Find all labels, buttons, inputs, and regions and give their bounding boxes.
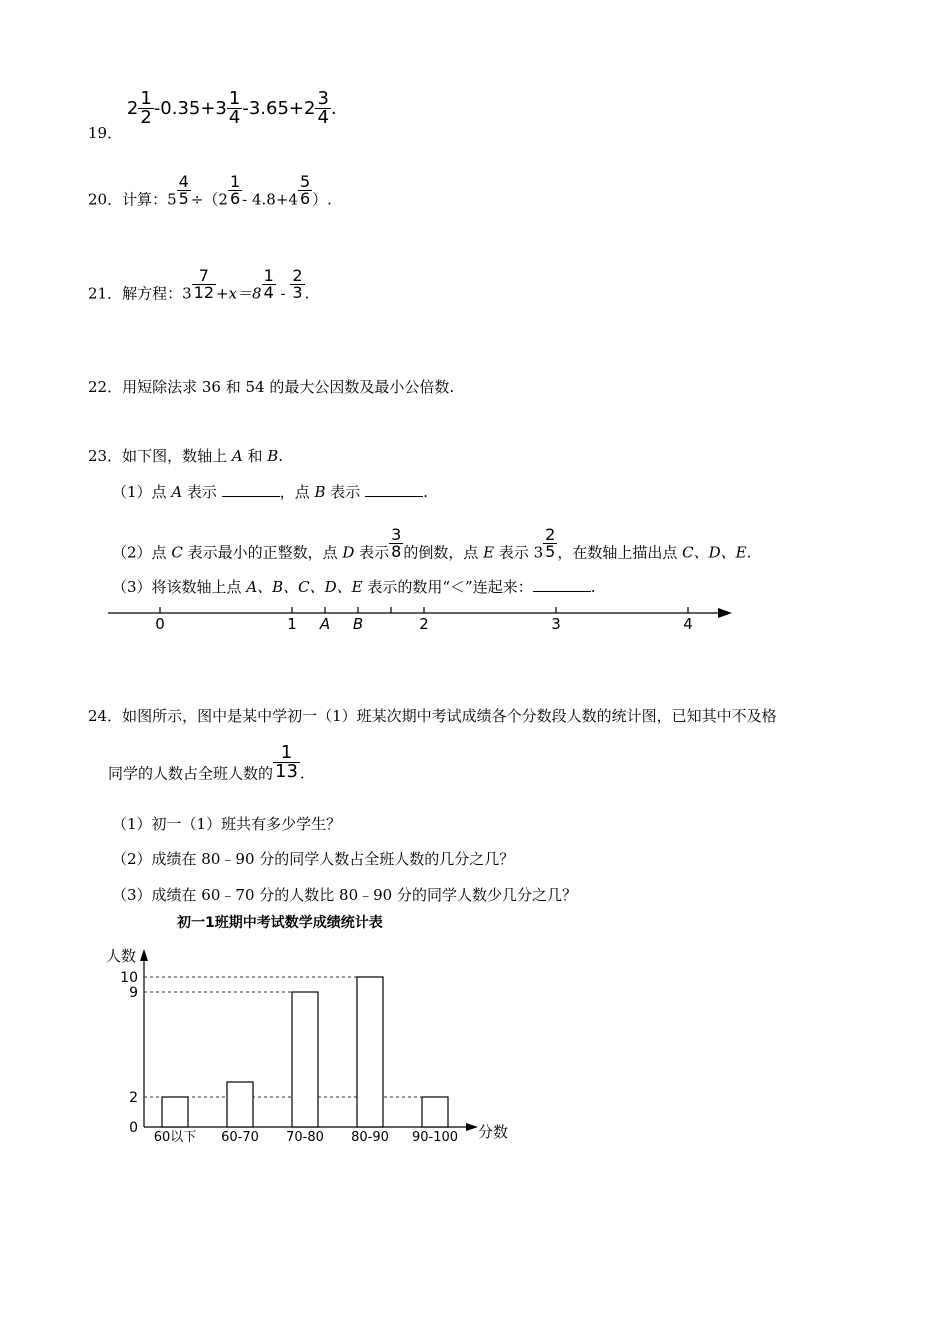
q23-fraction-2-5: $\frac{2}{5}$ xyxy=(545,525,556,561)
q22-number: 22． xyxy=(88,378,123,396)
number-line-label: 4 xyxy=(683,615,693,633)
number-line-label: 0 xyxy=(155,615,165,633)
q20-fraction-3: $\frac{5}{6}$ xyxy=(299,172,311,208)
number-line-label: 2 xyxy=(419,615,429,633)
number-line-arrow xyxy=(718,608,732,618)
chart-y-tick-label: 10 xyxy=(120,970,138,986)
q20-fraction-2: $\frac{1}{6}$ xyxy=(229,172,241,208)
chart-title: 初一1班期中考试数学成绩统计表 xyxy=(177,915,383,931)
q23-blank-b[interactable] xyxy=(365,484,423,497)
number-line-label: A xyxy=(319,615,331,633)
number-line-label: B xyxy=(352,615,364,633)
q21-fraction-3: $\frac{2}{3}$ xyxy=(292,266,303,302)
q20-fraction-1: $\frac{4}{5}$ xyxy=(178,172,189,208)
chart-category-label: 60-70 xyxy=(221,1130,259,1145)
q22-text: 用短除法求 36 和 54 的最大公因数及最小公倍数. xyxy=(122,378,455,396)
q19-number: 19． xyxy=(88,123,123,142)
q19-fraction-2: $\frac{1}{4}$ xyxy=(228,88,241,128)
q23-part1: （1）点 A 表示 ，点 B 表示 . xyxy=(112,483,428,501)
q19-term-1: -0.35+3 xyxy=(153,97,227,119)
q19-term-2: -3.65+2 xyxy=(242,97,316,119)
chart-y-label: 人数 xyxy=(106,947,137,965)
q19-fraction-3: $\frac{3}{4}$ xyxy=(317,88,329,128)
chart-bar xyxy=(357,977,383,1127)
q21-number: 21． xyxy=(88,284,123,303)
q20-number: 20． xyxy=(88,190,123,209)
number-line-label: 1 xyxy=(287,615,297,633)
q24-sub2: （2）成绩在 80﹣90 分的同学人数占全班人数的几分之几？ xyxy=(112,850,515,868)
q21-label: 解方程： xyxy=(122,284,183,303)
chart-bar xyxy=(162,1097,188,1127)
chart-y-tick-label: 2 xyxy=(129,1090,138,1106)
chart-y-tick-label: 9 xyxy=(129,985,138,1001)
chart-y-tick-label: 0 xyxy=(129,1120,138,1136)
q23-intro: 23．如下图，数轴上 A 和 B. xyxy=(88,447,284,465)
q24-fraction-1-13: $\frac{1}{13}$ xyxy=(275,742,298,782)
q19-fraction-1: $\frac{1}{2}$ xyxy=(140,88,152,128)
score-bar-chart xyxy=(100,905,530,1150)
q20: 20．计算：5 $\frac{4}{5}$ ÷（2 $\frac{1}{6}$ - 4.8+4 $\frac{5}{6}$ ）. xyxy=(88,172,332,209)
q21: 21．解方程：3 $\frac{7}{12}$ +x＝8 $\frac{1}{4}$ - $\frac{2}{3}$ . xyxy=(88,266,310,303)
chart-bar xyxy=(422,1097,448,1127)
q21-fraction-2: $\frac{1}{4}$ xyxy=(263,266,274,302)
chart-category-label: 70-80 xyxy=(286,1130,324,1145)
q23-fraction-3-8: $\frac{3}{8}$ xyxy=(391,525,402,561)
q24-line2: 同学的人数占全班人数的 $\frac{1}{13}$ . xyxy=(108,742,305,783)
chart-x-arrow xyxy=(466,1123,478,1131)
q24-sub1: （1）初一（1）班共有多少学生？ xyxy=(112,815,342,833)
q19: 19． 2 $\frac{1}{2}$ -0.35+3 $\frac{1}{4}$ -3.65+2 $\frac{3}{4}$ . xyxy=(88,88,337,142)
q24-line1: 24．如图所示，图中是某中学初一（1）班某次期中考试成绩各个分数段人数的统计图，已知其中不及格 xyxy=(88,707,777,725)
chart-bar xyxy=(227,1082,253,1127)
chart-bar xyxy=(292,992,318,1127)
chart-x-label: 分数 xyxy=(478,1123,509,1141)
q23-blank-a[interactable] xyxy=(222,484,280,497)
number-line xyxy=(100,598,750,648)
q23-part2: （2）点 C 表示最小的正整数，点 D 表示 $\frac{3}{8}$ 的倒数，点 E 表示 3 $\frac{2}{5}$ ，在数轴上描出点 C、D、E. xyxy=(112,525,752,562)
chart-y-arrow xyxy=(140,949,148,961)
q23-part3: （3）将该数轴上点 A、B、C、D、E 表示的数用“＜”连起来： . xyxy=(112,578,596,596)
chart-category-label: 60以下 xyxy=(153,1130,197,1145)
q20-label: 计算： xyxy=(122,190,168,209)
q23-blank-order[interactable] xyxy=(533,579,591,592)
number-line-label: 3 xyxy=(551,615,561,633)
chart-category-label: 80-90 xyxy=(351,1130,389,1145)
q21-fraction-1: $\frac{7}{12}$ xyxy=(193,266,215,302)
chart-category-label: 90-100 xyxy=(411,1130,459,1145)
q19-whole-1: 2 xyxy=(126,97,139,119)
q22 xyxy=(88,376,454,397)
q24-sub3: （3）成绩在 60﹣70 分的人数比 80﹣90 分的同学人数少几分之几？ xyxy=(112,886,577,904)
